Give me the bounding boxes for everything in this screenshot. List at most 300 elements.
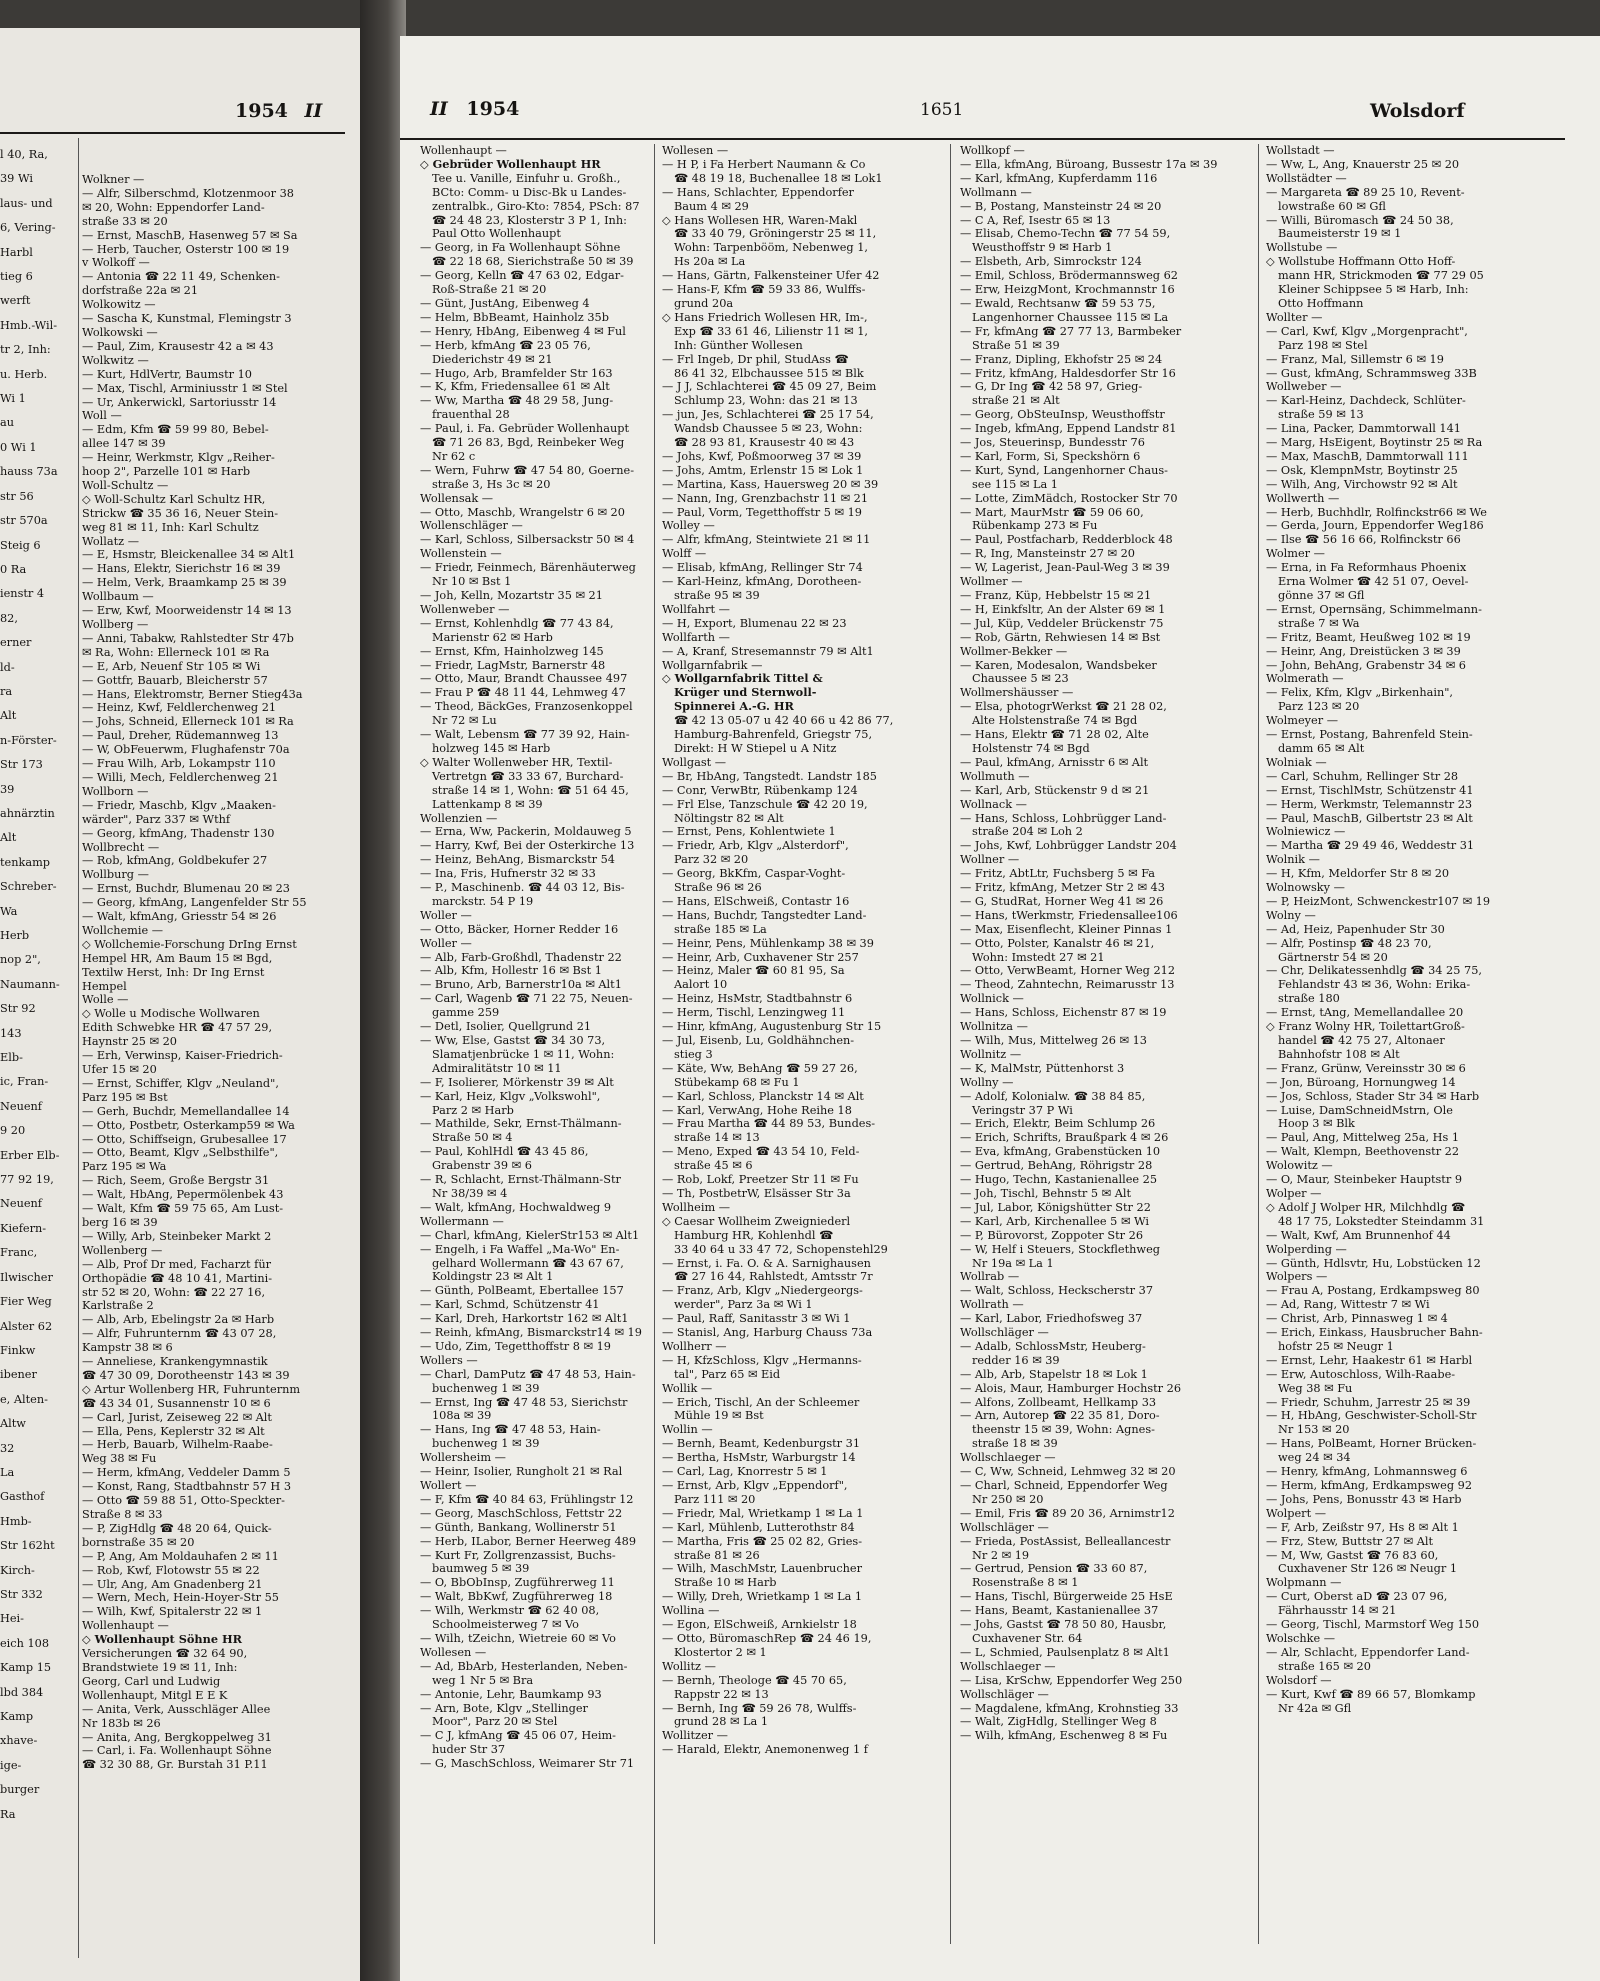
directory-entry: — Nann, Ing, Grenzbachstr 11 ✉ 21: [662, 491, 869, 505]
directory-entry: ☎ 47 30 09, Dorotheenstr 143 ✉ 39: [82, 1368, 290, 1382]
directory-entry: — Ad, BbArb, Hesterlanden, Neben-: [420, 1659, 628, 1673]
directory-entry: — Ur, Ankerwickl, Sartoriusstr 14: [82, 395, 277, 409]
directory-entry: Exp ☎ 33 61 46, Lilienstr 11 ✉ 1,: [674, 324, 869, 338]
directory-entry: Straße 96 ✉ 26: [674, 881, 762, 895]
surname-heading: Wollfahrt —: [662, 602, 730, 616]
directory-entry: — Rob, Kwf, Flotowstr 55 ✉ 22: [82, 1563, 260, 1577]
directory-entry: Orthopädie ☎ 48 10 41, Martini-: [82, 1271, 273, 1285]
directory-entry: Nr 38/39 ✉ 4: [432, 1186, 508, 1200]
directory-entry: Gärtnerstr 54 ✉ 20: [1278, 950, 1388, 964]
directory-entry: — Franz, Arb, Klgv „Niedergeorgs-: [662, 1284, 863, 1298]
directory-entry: — Frau Martha ☎ 44 89 53, Bundes-: [662, 1117, 876, 1131]
directory-entry: — A, Kranf, Stresemannstr 79 ✉ Alt1: [662, 644, 874, 658]
surname-heading: Wollermann —: [420, 1214, 504, 1228]
directory-entry: — Alfr, Postinsp ☎ 48 23 70,: [1266, 936, 1432, 950]
directory-entry: — Frau A, Postang, Erdkampsweg 80: [1266, 1284, 1480, 1298]
directory-entry: — Erich, Einkass, Hausbrucher Bahn-: [1266, 1326, 1483, 1340]
left-header-year: 1954: [235, 100, 288, 122]
directory-entry: ◇ Woll-Schultz Karl Schultz HR,: [82, 492, 266, 506]
surname-heading: Wollersheim —: [420, 1451, 506, 1465]
directory-entry: straße 3, Hs 3c ✉ 20: [432, 477, 551, 491]
directory-entry: — Paul, i. Fa. Gebrüder Wollenhaupt: [420, 422, 629, 436]
directory-entry: Rosenstraße 8 ✉ 1: [972, 1576, 1079, 1590]
directory-entry: — Ernst, TischlMstr, Schützenstr 41: [1266, 783, 1474, 797]
directory-entry: — Willi, Mech, Feldlerchenweg 21: [82, 770, 279, 784]
directory-entry: — Rob, kfmAng, Goldbekufer 27: [82, 854, 268, 868]
directory-entry: — Max, Tischl, Arminiusstr 1 ✉ Stel: [82, 381, 288, 395]
directory-entry: — F, Arb, Zeißstr 97, Hs 8 ✉ Alt 1: [1266, 1520, 1459, 1534]
margin-fragment: erner: [0, 636, 32, 650]
directory-entry: — Joh, Kelln, Mozartstr 35 ✉ 21: [420, 589, 603, 602]
directory-entry: — Günth, PolBeamt, Ebertallee 157: [420, 1284, 624, 1298]
directory-entry: Cuxhavener Str. 64: [972, 1631, 1083, 1645]
margin-fragment: ra: [0, 684, 13, 698]
margin-fragment: Str 162ht: [0, 1539, 55, 1553]
margin-fragment: 32: [0, 1441, 15, 1455]
surname-heading: Wolley —: [662, 519, 715, 533]
directory-entry: — Fr, kfmAng ☎ 27 77 13, Barmbeker: [960, 324, 1182, 338]
directory-entry: — Anneliese, Krankengymnastik: [82, 1355, 268, 1369]
directory-entry: — Johs, Schneid, Ellerneck 101 ✉ Ra: [82, 715, 294, 729]
directory-entry: — Fritz, Beamt, Heußweg 102 ✉ 19: [1266, 630, 1471, 644]
directory-entry: Direkt: H W Stiepel u A Nitz: [674, 741, 837, 755]
directory-entry: — H P, i Fa Herbert Naumann & Co: [662, 157, 866, 171]
directory-entry: — Harry, Kwf, Bei der Osterkirche 13: [420, 839, 635, 853]
margin-fragment: Harbl: [0, 245, 33, 259]
directory-entry: — Harald, Elektr, Anemonenweg 1 f: [662, 1743, 868, 1757]
directory-entry: — Bruno, Arb, Barnerstr10a ✉ Alt1: [420, 978, 622, 992]
surname-heading: Wollitzer —: [662, 1729, 728, 1743]
directory-entry: — Alfr, kfmAng, Steintwiete 21 ✉ 11: [662, 533, 871, 547]
directory-entry: — Alb, Kfm, Hollestr 16 ✉ Bst 1: [420, 964, 602, 978]
directory-entry: — Gertrud, Pension ☎ 33 60 87,: [960, 1562, 1148, 1576]
margin-fragment: e, Alten-: [0, 1392, 48, 1406]
directory-entry: — Arn, Bote, Klgv „Stellinger: [420, 1701, 588, 1715]
directory-entry: — Georg, kfmAng, Langenfelder Str 55: [82, 896, 307, 910]
directory-entry: — Ina, Fris, Hufnerstr 32 ✉ 33: [420, 867, 596, 881]
margin-fragment: Naumann-: [0, 977, 60, 991]
left-page-header: [235, 100, 322, 122]
margin-fragment: Schreber-: [0, 880, 57, 894]
directory-entry: — Johs, Amtm, Erlenstr 15 ✉ Lok 1: [662, 463, 864, 477]
directory-entry: — Ernst, Lehr, Haakestr 61 ✉ Harbl: [1266, 1353, 1473, 1367]
directory-entry: Parz 195 ✉ Wa: [82, 1160, 167, 1174]
directory-entry: — Heinz, Maler ☎ 60 81 95, Sa: [662, 964, 845, 978]
directory-entry: Weusthoffstr 9 ✉ Harb 1: [972, 241, 1113, 255]
directory-entry: Klostertor 2 ✉ 1: [674, 1645, 767, 1659]
directory-entry: — Friedr, Feinmech, Bärenhäuterweg: [420, 561, 636, 575]
directory-entry: — Frieda, PostAssist, Belleallancestr: [960, 1534, 1171, 1548]
directory-entry: — Walt, kfmAng, Hochwaldweg 9: [420, 1200, 612, 1214]
surname-heading: Wolmeyer —: [1266, 714, 1339, 728]
directory-entry: — Alb, Arb, Stapelstr 18 ✉ Lok 1: [960, 1367, 1148, 1381]
surname-heading: Wollenschläger —: [420, 519, 523, 533]
directory-entry: — W, Helf i Steuers, Stockflethweg: [960, 1242, 1161, 1256]
directory-entry: — Erich, Elektr, Beim Schlump 26: [960, 1117, 1156, 1131]
directory-entry: ◇ Gebrüder Wollenhaupt HR: [420, 157, 601, 171]
directory-entry: huder Str 37: [432, 1743, 506, 1757]
directory-entry: — Chr, Delikatessenhdlg ☎ 34 25 75,: [1266, 964, 1482, 978]
directory-entry: Diederichstr 49 ✉ 21: [432, 352, 553, 366]
surname-heading: Wollweber —: [1266, 380, 1342, 394]
directory-entry: — Elisab, kfmAng, Rellinger Str 74: [662, 561, 863, 575]
margin-fragment: Fier Weg: [0, 1295, 52, 1309]
directory-entry: — L, Schmied, Paulsenplatz 8 ✉ Alt1: [960, 1645, 1170, 1659]
directory-entry: — E, Arb, Neuenf Str 105 ✉ Wi: [82, 659, 261, 673]
directory-entry: — Gust, kfmAng, Schrammsweg 33B: [1266, 366, 1477, 380]
margin-fragment: 82,: [0, 611, 18, 625]
directory-entry: — Wilh, Kwf, Spitalerstr 22 ✉ 1: [82, 1605, 263, 1619]
directory-entry: BCto: Comm- u Disc-Bk u Landes-: [432, 185, 627, 199]
surname-heading: Wolniewicz —: [1266, 825, 1346, 839]
surname-heading: Wollatz —: [82, 534, 139, 548]
directory-entry: — Paul, Dreher, Rüdemannweg 13: [82, 729, 279, 743]
surname-heading: Wolle —: [82, 993, 129, 1007]
directory-entry: — Hans, Gärtn, Falkensteiner Ufer 42: [662, 269, 880, 283]
directory-entry: — Stanisl, Ang, Harburg Chauss 73a: [662, 1326, 873, 1340]
directory-entry: — P, Bürovorst, Zoppoter Str 26: [960, 1228, 1144, 1242]
directory-entry: — K, Kfm, Friedensallee 61 ✉ Alt: [420, 380, 610, 394]
directory-entry: Nr 153 ✉ 20: [1278, 1423, 1350, 1437]
surname-heading: Wolniak —: [1266, 755, 1327, 769]
directory-entry: — H, Export, Blumenau 22 ✉ 23: [662, 616, 847, 630]
directory-entry: Rübenkamp 273 ✉ Fu: [972, 519, 1098, 533]
directory-entry: — Magdalene, kfmAng, Krohnstieg 33: [960, 1701, 1179, 1715]
directory-entry: — Felix, Kfm, Klgv „Birkenhain",: [1266, 686, 1454, 700]
directory-entry: — Hans, Schlachter, Eppendorfer: [662, 185, 854, 199]
right-page-header-left: [430, 98, 519, 120]
surname-heading: Wollik —: [662, 1381, 713, 1395]
directory-entry: marckstr. 54 P 19: [432, 894, 534, 908]
directory-entry: — Karl, Schloss, Silbersackstr 50 ✉ 4: [420, 533, 635, 547]
surname-heading: Wollmershäusser —: [960, 686, 1074, 700]
directory-entry: — Johs, Kwf, Lohbrügger Landstr 204: [960, 839, 1177, 853]
directory-entry: — Erw, Autoschloss, Wilh-Raabe-: [1266, 1367, 1456, 1381]
directory-entry: — Elsa, photogrWerkst ☎ 21 28 02,: [960, 700, 1167, 714]
directory-entry: — Theod, BäckGes, Franzosenkoppel: [420, 700, 633, 714]
directory-entry: — Antonie, Lehr, Baumkamp 93: [420, 1687, 602, 1701]
margin-fragment: Hmb-: [0, 1514, 32, 1528]
surname-heading: Wollesen —: [420, 1645, 487, 1659]
margin-fragment: Erber Elb-: [0, 1148, 60, 1162]
directory-column-2: [662, 144, 944, 1944]
directory-entry: — Jos, Steuerinsp, Bundesstr 76: [960, 436, 1145, 450]
directory-entry: — Otto, VerwBeamt, Horner Weg 212: [960, 964, 1176, 978]
directory-entry: Versicherungen ☎ 32 64 90,: [82, 1647, 248, 1661]
directory-entry: — Ernst, i. Fa. O. & A. Sarnighausen: [662, 1256, 871, 1270]
directory-entry: — Max, Eisenflecht, Kleiner Pinnas 1: [960, 922, 1173, 936]
directory-entry: — Karl, Labor, Friedhofsweg 37: [960, 1312, 1143, 1326]
directory-entry: hoop 2", Parzelle 101 ✉ Harb: [82, 465, 251, 479]
directory-entry: — P, Ang, Am Moldauhafen 2 ✉ 11: [82, 1549, 279, 1563]
directory-entry: straße 95 ✉ 39: [674, 589, 760, 602]
margin-fragment: Neuenf: [0, 1099, 42, 1113]
directory-entry: — Alr, Schlacht, Eppendorfer Land-: [1266, 1645, 1470, 1659]
directory-entry: — Charl, Schneid, Eppendorfer Weg: [960, 1479, 1168, 1492]
margin-fragment: 0 Wi 1: [0, 440, 37, 454]
directory-entry: — Adolf, Kolonialw. ☎ 38 84 85,: [960, 1089, 1146, 1103]
directory-entry: ◇ Franz Wolny HR, ToilettartGroß-: [1266, 1020, 1465, 1034]
directory-entry: Schlump 23, Wohn: das 21 ✉ 13: [674, 394, 858, 408]
directory-entry: ☎ 22 18 68, Sierichstraße 50 ✉ 39: [432, 255, 634, 269]
directory-entry: — Heinr, Arb, Cuxhavener Str 257: [662, 950, 859, 964]
directory-entry: — Ella, kfmAng, Büroang, Bussestr 17a ✉ 39: [960, 157, 1218, 171]
directory-entry: straße 165 ✉ 20: [1278, 1659, 1371, 1673]
margin-fragment: Kirch-: [0, 1563, 35, 1577]
directory-entry: Holstenstr 74 ✉ Bgd: [972, 741, 1090, 755]
directory-entry: — Jos, Schloss, Stader Str 34 ✉ Harb: [1266, 1089, 1480, 1103]
margin-fragment: ibener: [0, 1368, 37, 1382]
directory-entry: — Erh, Verwinsp, Kaiser-Friedrich-: [82, 1049, 283, 1063]
directory-entry: — Wern, Fuhrw ☎ 47 54 80, Goerne-: [420, 463, 635, 477]
directory-entry: — Walt, ZigHdlg, Stellinger Weg 8: [960, 1715, 1157, 1729]
directory-entry: Ufer 15 ✉ 20: [82, 1063, 157, 1076]
directory-entry: Hs 20a ✉ La: [674, 255, 746, 269]
surname-heading: v Wolkoff —: [82, 256, 150, 270]
directory-entry: — Ww, Else, Gastst ☎ 34 30 73,: [420, 1034, 606, 1047]
column-divider-1: [654, 144, 655, 1944]
surname-heading: Wollers —: [420, 1353, 478, 1367]
surname-heading: Wollburg —: [82, 868, 149, 882]
directory-entry: — Erna, in Fa Reformhaus Phoenix: [1266, 561, 1467, 575]
margin-fragment: str 56: [0, 489, 34, 503]
directory-entry: werder", Parz 3a ✉ Wi 1: [674, 1298, 813, 1312]
directory-entry: — Ad, Rang, Wittestr 7 ✉ Wi: [1266, 1298, 1430, 1312]
surname-heading: Woller —: [420, 908, 472, 922]
surname-heading: Wolpert —: [1266, 1506, 1327, 1520]
margin-fragment: Str 92: [0, 1002, 36, 1016]
directory-entry: Parz 195 ✉ Bst: [82, 1090, 168, 1104]
margin-fragment: lbd 384: [0, 1685, 44, 1699]
surname-heading: Woller —: [420, 936, 472, 950]
surname-heading: Wollenstein —: [420, 547, 502, 561]
directory-entry: weg 24 ✉ 34: [1278, 1451, 1351, 1465]
directory-entry: handel ☎ 42 75 27, Altonaer: [1278, 1034, 1445, 1047]
directory-entry: straße 18 ✉ 39: [972, 1437, 1058, 1451]
directory-entry: hofstr 25 ✉ Neugr 1: [1278, 1339, 1394, 1353]
directory-entry: — Karl, Schmd, Schützenstr 41: [420, 1298, 600, 1312]
directory-entry: — Georg, BkKfm, Caspar-Voght-: [662, 867, 846, 881]
directory-entry: Alte Holstenstraße 74 ✉ Bgd: [972, 714, 1138, 728]
margin-fragment: Gasthof: [0, 1490, 45, 1504]
column-divider-2: [950, 144, 951, 1944]
directory-entry: — Paul, kfmAng, Arnisstr 6 ✉ Alt: [960, 755, 1149, 769]
directory-entry: — Wilh, Werkmstr ☎ 62 40 08,: [420, 1604, 600, 1618]
directory-entry: Grabenstr 39 ✉ 6: [432, 1159, 532, 1173]
directory-entry: — R, Schlacht, Ernst-Thälmann-Str: [420, 1173, 621, 1187]
directory-entry: — Hinr, kfmAng, Augustenburg Str 15: [662, 1020, 882, 1034]
surname-heading: Wollensak —: [420, 491, 494, 505]
directory-entry: Edith Schwebke HR ☎ 47 57 29,: [82, 1021, 273, 1035]
surname-heading: Wolsdorf —: [1266, 1673, 1332, 1687]
surname-heading: Wolny —: [1266, 908, 1316, 922]
directory-entry: — R, Ing, Mansteinstr 27 ✉ 20: [960, 547, 1135, 561]
directory-entry: — W, ObFeuerwm, Flughafenstr 70a: [82, 743, 290, 757]
directory-entry: Rappstr 22 ✉ 13: [674, 1687, 769, 1701]
directory-entry: — C A, Ref, Isestr 65 ✉ 13: [960, 213, 1111, 227]
directory-entry: Hamburg-Bahrenfeld, Griegstr 75,: [674, 728, 873, 742]
surname-heading: Wollstadt —: [1266, 144, 1335, 157]
left-header-rule: [0, 132, 345, 134]
directory-entry: — Karl-Heinz, kfmAng, Dorotheen-: [662, 575, 862, 589]
directory-entry: — Carl, i. Fa. Wollenhaupt Söhne: [82, 1744, 272, 1758]
directory-entry: Hamburg HR, Kohlenhdl ☎: [674, 1228, 834, 1242]
directory-entry: — Charl, DamPutz ☎ 47 48 53, Hain-: [420, 1367, 636, 1381]
directory-entry: — Hans, Elektr ☎ 71 28 02, Alte: [960, 728, 1149, 742]
directory-entry: — Wilh, Mus, Mittelweg 26 ✉ 13: [960, 1034, 1147, 1047]
directory-entry: — Ernst, Ing ☎ 47 48 53, Sierichstr: [420, 1395, 628, 1409]
directory-entry: — Walt, Kfm ☎ 59 75 65, Am Lust-: [82, 1202, 284, 1216]
directory-entry: — Frl Ingeb, Dr phil, StudAss ☎: [662, 352, 849, 366]
directory-entry: — Paul, Ang, Mittelweg 25a, Hs 1: [1266, 1131, 1460, 1145]
directory-entry: gelhard Wollermann ☎ 43 67 67,: [432, 1256, 624, 1270]
margin-fragment: l 40, Ra,: [0, 148, 48, 161]
directory-entry: Lattenkamp 8 ✉ 39: [432, 797, 543, 811]
directory-entry: — Walt, kfmAng, Griesstr 54 ✉ 26: [82, 910, 277, 924]
surname-heading: Wollenzien —: [420, 811, 498, 825]
directory-entry: — Henry, kfmAng, Lohmannsweg 6: [1266, 1465, 1468, 1479]
directory-entry: Karlstraße 2: [82, 1299, 154, 1313]
surname-heading: Wollherr —: [662, 1339, 727, 1353]
margin-fragment: 143: [0, 1026, 22, 1040]
directory-entry: — Otto, Maschb, Wrangelstr 6 ✉ 20: [420, 505, 625, 519]
directory-entry: — Herm, Werkmstr, Telemannstr 23: [1266, 797, 1473, 811]
directory-entry: see 115 ✉ La 1: [972, 477, 1058, 491]
directory-entry: ☎ 27 16 44, Rahlstedt, Amtsstr 7r: [674, 1270, 873, 1284]
directory-entry: — Alb, Prof Dr med, Facharzt für: [82, 1257, 271, 1271]
directory-entry: — Karl, Arb, Stückenstr 9 d ✉ 21: [960, 783, 1150, 797]
directory-entry: 86 41 32, Elbchaussee 515 ✉ Blk: [674, 366, 864, 380]
directory-entry: — Emil, Schloss, Brödermannsweg 62: [960, 269, 1178, 283]
directory-entry: — Paul, Vorm, Tegetthoffstr 5 ✉ 19: [662, 505, 862, 519]
directory-entry: — Lotte, ZimMädch, Rostocker Str 70: [960, 491, 1178, 505]
directory-entry: — W, Lagerist, Jean-Paul-Weg 3 ✉ 39: [960, 561, 1170, 575]
directory-entry: 48 17 75, Lokstedter Steindamm 31: [1278, 1214, 1485, 1228]
directory-entry: — Arn, Autorep ☎ 22 35 81, Doro-: [960, 1409, 1160, 1423]
directory-entry: — Ernst, tAng, Memellandallee 20: [1266, 1006, 1464, 1020]
margin-fragment: n-Förster-: [0, 733, 57, 747]
directory-entry: — Otto ☎ 59 88 51, Otto-Speckter-: [82, 1494, 286, 1508]
surname-heading: Wollheim —: [662, 1200, 731, 1214]
directory-entry: — M, Ww, Gastst ☎ 76 83 60,: [1266, 1548, 1439, 1562]
directory-entry: — Heinr, Isolier, Rungholt 21 ✉ Ral: [420, 1465, 623, 1479]
directory-entry: — Frau Wilh, Arb, Lokampstr 110: [82, 757, 276, 771]
directory-entry: — Jul, Labor, Königshütter Str 22: [960, 1200, 1151, 1214]
directory-entry: Chaussee 5 ✉ 23: [972, 672, 1069, 686]
directory-entry: — Hans, Elektr, Sierichstr 16 ✉ 39: [82, 562, 281, 576]
directory-entry: Slamatjenbrücke 1 ✉ 11, Wohn:: [432, 1047, 615, 1061]
directory-entry: Mühle 19 ✉ Bst: [674, 1409, 764, 1423]
directory-entry: — Paul, KohlHdl ☎ 43 45 86,: [420, 1145, 589, 1159]
surname-heading: Wolmer —: [1266, 547, 1325, 561]
surname-heading: Wollenhaupt —: [420, 144, 507, 157]
directory-entry: Kleiner Schippsee 5 ✉ Harb, Inh:: [1278, 283, 1469, 297]
directory-entry: — Karl, Schloss, Planckstr 14 ✉ Alt: [662, 1089, 864, 1103]
directory-entry: Fährhausstr 14 ✉ 21: [1278, 1604, 1397, 1618]
surname-heading: Wollbaum —: [82, 590, 154, 604]
directory-entry: Inh: Günther Wollesen: [674, 338, 803, 352]
directory-entry: — Anita, Ang, Bergkoppelweg 31: [82, 1730, 272, 1744]
directory-entry: — Ernst, Schiffer, Klgv „Neuland",: [82, 1076, 279, 1090]
left-header-volume: II: [304, 100, 323, 122]
directory-entry: — Heinr, Ang, Dreistücken 3 ✉ 39: [1266, 644, 1461, 658]
directory-entry: — Rob, Lokf, Preetzer Str 11 ✉ Fu: [662, 1173, 859, 1187]
directory-entry: ◇ Wollstube Hoffmann Otto Hoff-: [1266, 255, 1456, 269]
directory-entry: — Paul, Postfacharb, Redderblock 48: [960, 533, 1173, 547]
directory-entry: gönne 37 ✉ Gfl: [1278, 589, 1365, 602]
directory-entry: — Friedr, Schuhm, Jarrestr 25 ✉ 39: [1266, 1395, 1471, 1409]
directory-entry: — Alb, Arb, Ebelingstr 2a ✉ Harb: [82, 1313, 275, 1327]
directory-entry: — Br, HbAng, Tangstedt. Landstr 185: [662, 769, 877, 783]
directory-entry: bornstraße 35 ✉ 20: [82, 1535, 195, 1549]
surname-heading: Wollenberg —: [82, 1243, 163, 1257]
surname-heading: Wolschke —: [1266, 1631, 1336, 1645]
directory-entry: — Ernst, Pens, Kohlentwiete 1: [662, 825, 836, 839]
directory-entry: Haynstr 25 ✉ 20: [82, 1035, 177, 1049]
directory-entry: — Herb, ILabor, Berner Heerweg 489: [420, 1534, 637, 1548]
surname-heading: Wollschlaeger —: [960, 1659, 1056, 1673]
directory-entry: — Gerda, Journ, Eppendorfer Weg186: [1266, 519, 1484, 533]
directory-entry: Weg 38 ✉ Fu: [1278, 1381, 1353, 1395]
directory-entry: ◇ Wollenhaupt Söhne HR: [82, 1633, 243, 1647]
directory-entry: — Jul, Eisenb, Lu, Goldhähnchen-: [662, 1034, 855, 1047]
margin-fragment: Kamp 15: [0, 1661, 52, 1675]
directory-entry: Parz 198 ✉ Stel: [1278, 338, 1368, 352]
surname-heading: Wollina —: [662, 1604, 720, 1618]
directory-entry: — Mathilde, Sekr, Ernst-Thälmann-: [420, 1117, 622, 1131]
directory-entry: — Herm, Tischl, Lenzingweg 11: [662, 1006, 846, 1020]
surname-heading: Wollmer —: [960, 575, 1023, 589]
directory-entry: — Walt, Kwf, Am Brunnenhof 44: [1266, 1228, 1451, 1242]
directory-entry: Baumeisterstr 19 ✉ 1: [1278, 227, 1402, 241]
directory-entry: — Ewald, Rechtsanw ☎ 59 53 75,: [960, 296, 1156, 310]
directory-entry: Hoop 3 ✉ Blk: [1278, 1117, 1355, 1131]
margin-fragment: 0 Ra: [0, 562, 27, 576]
directory-entry: ☎ 48 19 18, Buchenallee 18 ✉ Lok1: [674, 171, 883, 185]
surname-heading: Wolkowski —: [82, 325, 158, 339]
directory-entry: — Walt, Klempn, Beethovenstr 22: [1266, 1145, 1460, 1159]
directory-entry: straße 59 ✉ 13: [1278, 408, 1364, 422]
margin-fragment: ahnärztin: [0, 806, 55, 820]
surname-heading: Wollner —: [960, 853, 1020, 867]
directory-entry: — Otto, Beamt, Klgv „Selbsthilfe",: [82, 1146, 279, 1160]
directory-entry: — Karl-Heinz, Dachdeck, Schlüter-: [1266, 394, 1466, 408]
directory-entry: — Ernst, Kohlenhdlg ☎ 77 43 84,: [420, 616, 614, 630]
directory-entry: — Alois, Maur, Hamburger Hochstr 26: [960, 1381, 1182, 1395]
directory-entry: — Günth, Hdlsvtr, Hu, Lobstücken 12: [1266, 1256, 1481, 1270]
surname-heading: Wollberg —: [82, 618, 149, 631]
directory-entry: — Hans, ElSchweiß, Contastr 16: [662, 894, 850, 908]
directory-entry: — Johs, Pens, Bonusstr 43 ✉ Harb: [1266, 1492, 1462, 1506]
margin-fragment: eich 108: [0, 1636, 50, 1650]
directory-entry: damm 65 ✉ Alt: [1278, 741, 1365, 755]
margin-fragment: hauss 73a: [0, 465, 58, 479]
directory-entry: — Hans, Elektromstr, Berner Stieg43a: [82, 687, 303, 701]
left-page: [0, 28, 360, 1981]
directory-entry: — Heinr, Werkmstr, Klgv „Reiher-: [82, 451, 275, 465]
directory-entry: — Friedr, Maschb, Klgv „Maaken-: [82, 798, 276, 812]
directory-entry: — Kurt, Synd, Langenhorner Chaus-: [960, 463, 1168, 477]
directory-entry: — Otto, Maur, Brandt Chaussee 497: [420, 672, 628, 686]
directory-entry: — Th, PostbetrW, Elsässer Str 3a: [662, 1186, 851, 1200]
right-header-rule: [400, 138, 1565, 140]
directory-entry: — Käte, Ww, BehAng ☎ 59 27 26,: [662, 1061, 858, 1075]
directory-entry: — P, ZigHdlg ☎ 48 20 64, Quick-: [82, 1521, 272, 1535]
directory-entry: Parz 2 ✉ Harb: [432, 1103, 514, 1117]
directory-entry: — Edm, Kfm ☎ 59 99 80, Bebel-: [82, 423, 269, 437]
directory-entry: — Karl, kfmAng, Kupferdamm 116: [960, 171, 1158, 185]
directory-entry: straße 204 ✉ Loh 2: [972, 825, 1083, 839]
